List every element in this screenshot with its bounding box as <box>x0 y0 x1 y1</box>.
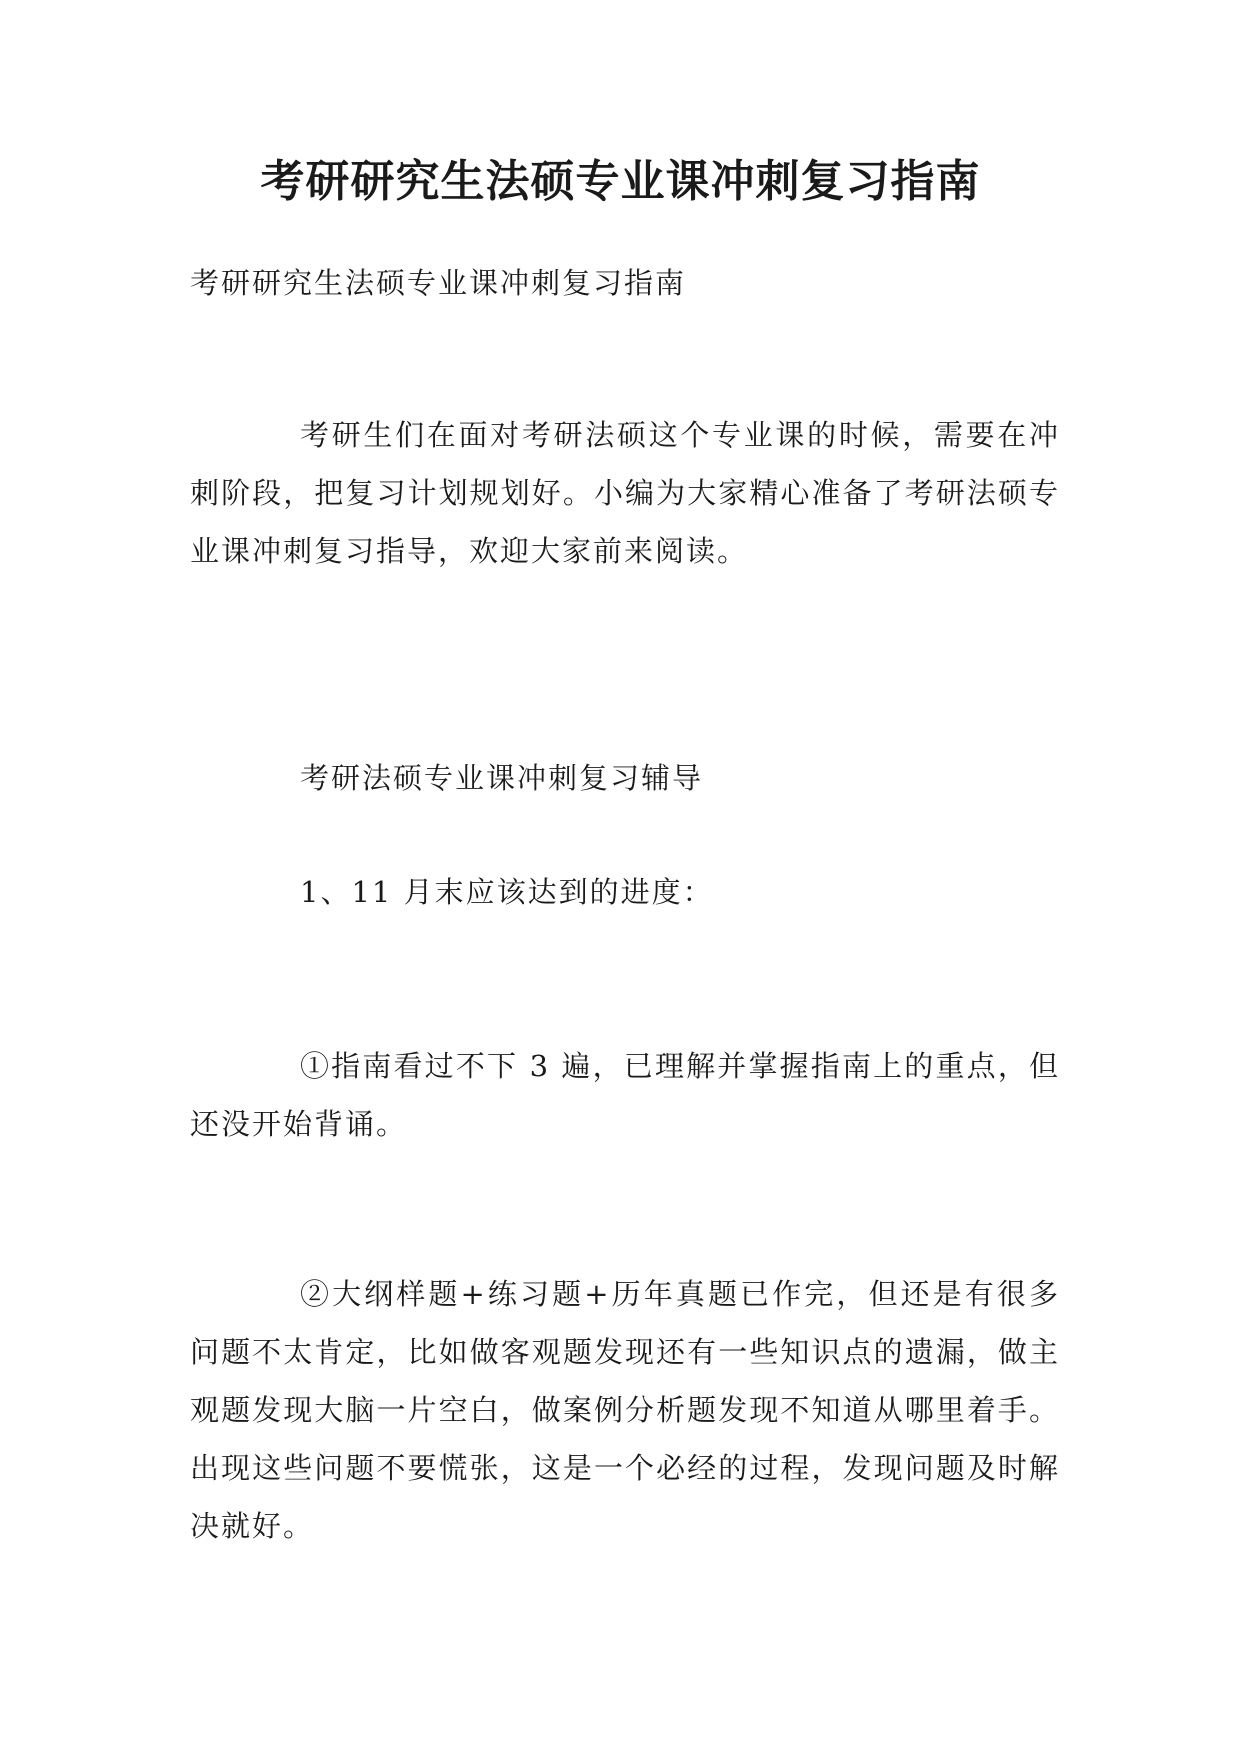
list-item-1: ①指南看过不下 3 遍，已理解并掌握指南上的重点，但还没开始背诵。 <box>190 1049 1060 1141</box>
document-title: 考研研究生法硕专业课冲刺复习指南 <box>260 156 981 207</box>
document-subtitle: 考研研究生法硕专业课冲刺复习指南 <box>190 266 687 300</box>
intro-paragraph: 考研生们在面对考研法硕这个专业课的时候，需要在冲刺阶段，把复习计划规划好。小编为大家精心准备了考研法硕专业课冲刺复习指导，欢迎大家前来阅读。 <box>190 418 1060 568</box>
list-item-2: ②大纲样题+练习题+历年真题已作完，但还是有很多问题不太肯定，比如做客观题发现还有一些知识点的遗漏，做主观题发现大脑一片空白，做案例分析题发现不知道从哪里着手。出现这些问题不要慌张，这是一个必经的过程，发现问题及时解决就好。 <box>190 1277 1060 1543</box>
point-heading: 1、11 月末应该达到的进度： <box>300 875 714 909</box>
section-heading: 考研法硕专业课冲刺复习辅导 <box>300 761 704 795</box>
